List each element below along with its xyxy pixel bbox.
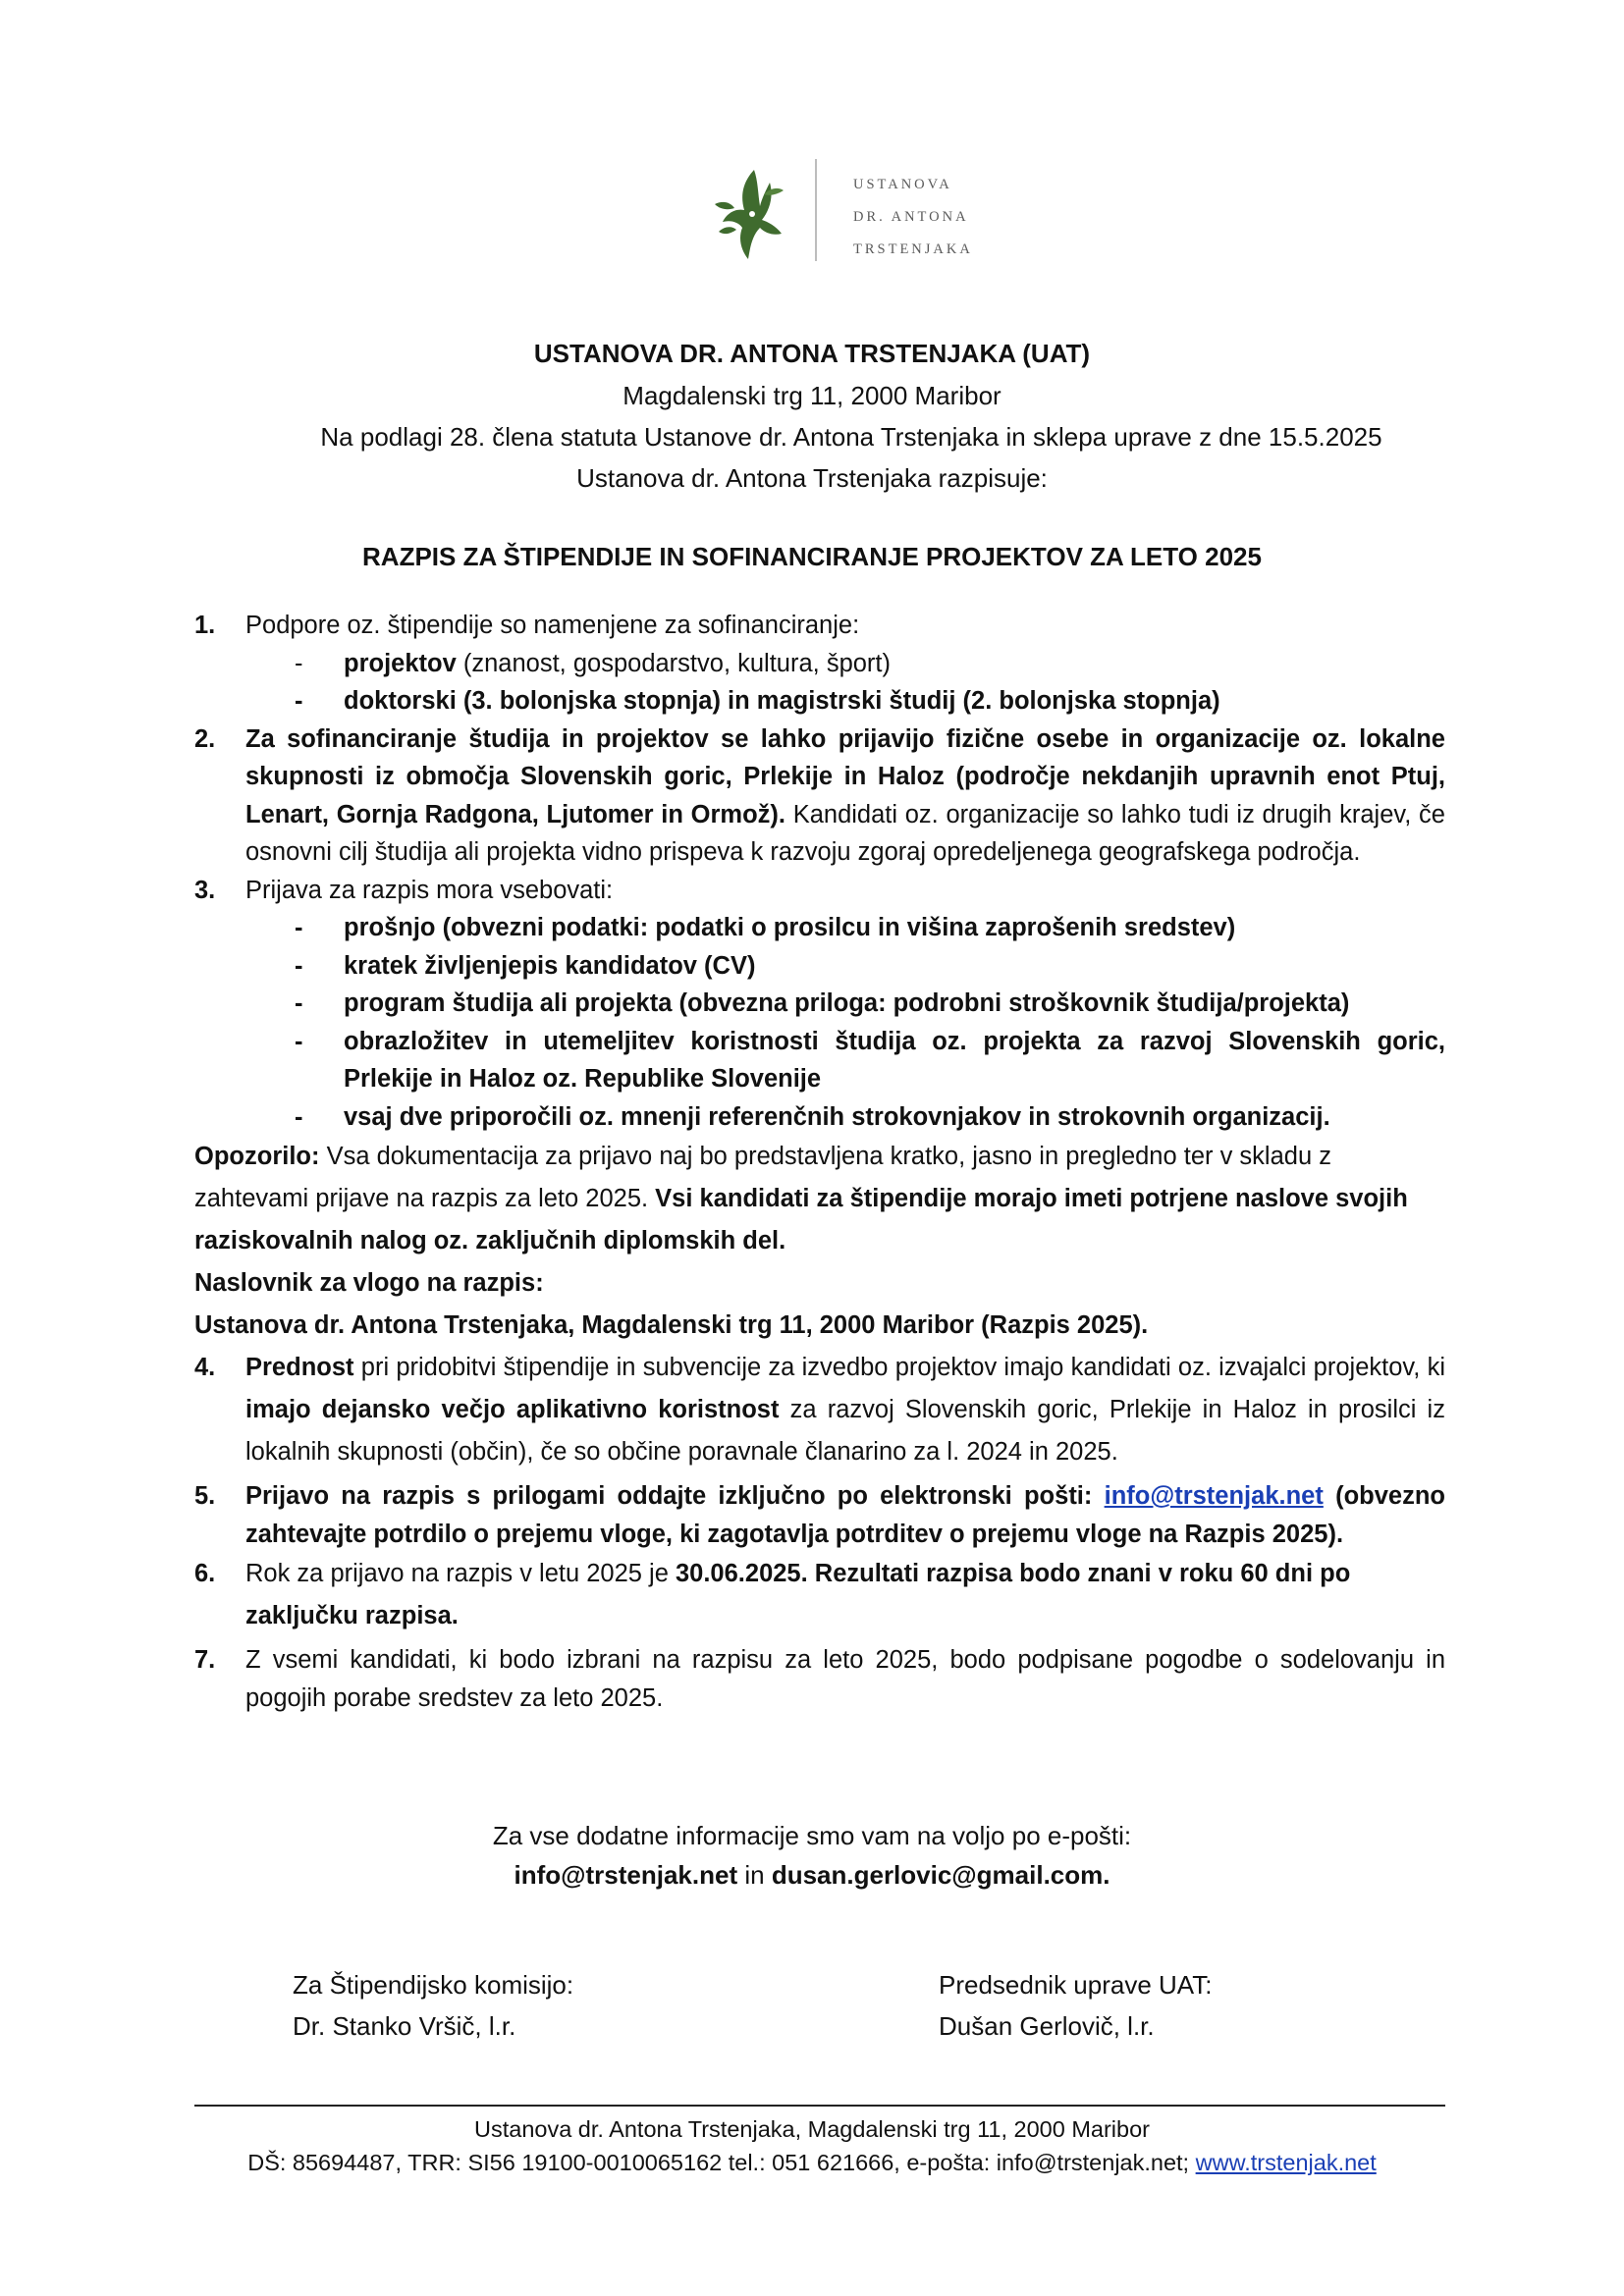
- logo-line-1: USTANOVA: [853, 177, 952, 192]
- footer-address: Ustanova dr. Antona Trstenjaka, Magdalenski trg 11, 2000 Maribor: [474, 2116, 1150, 2142]
- signature-left: [293, 1964, 573, 2047]
- signature-left-name: Dr. Stanko Vršič, l.r.: [293, 2011, 516, 2041]
- contact-email-1[interactable]: info@trstenjak.net: [514, 1860, 738, 1890]
- address-value: Ustanova dr. Antona Trstenjaka, Magdalenski trg 11, 2000 Maribor (Razpis 2025).: [194, 1311, 1149, 1339]
- warning-paragraph: Opozorilo: Vsa dokumentacija za prijavo naj bo predstavljena kratko, jasno in pregledno ter v skladu z zahtevami prijave na razpis za leto 2025. Vsi kandidati za štipendije morajo imeti potrjene naslove svojih raziskovalnih nalog oz. zaključnih diplomskih del.: [194, 1143, 1408, 1255]
- logo-wordmark: [853, 169, 973, 266]
- address-label: Naslovnik za vlogo na razpis:: [194, 1269, 544, 1297]
- sub-item: - kratek življenjepis kandidatov (CV): [295, 951, 756, 980]
- sub-item: - program študija ali projekta (obvezna priloga: podrobni stroškovnik študija/projekta): [295, 989, 1350, 1017]
- signature-right-role: Predsednik uprave UAT:: [939, 1970, 1213, 2000]
- contact-emails: info@trstenjak.net in dusan.gerlovic@gmail.com.: [514, 1860, 1110, 1890]
- contact-email-2[interactable]: dusan.gerlovic@gmail.com.: [771, 1860, 1110, 1890]
- sub-item: - projektov (znanost, gospodarstvo, kultura, šport): [295, 649, 891, 677]
- sub-item: - vsaj dve priporočili oz. mnenji referenčnih strokovnjakov in strokovnih organizacij.: [295, 1102, 1330, 1131]
- list-item-3: 3. Prijava za razpis mora vsebovati:: [194, 876, 614, 904]
- legal-basis: Na podlagi 28. člena statuta Ustanove dr. Antona Trstenjaka in sklepa uprave z dne 15.5.2025: [320, 422, 1382, 452]
- list-item-6: 6. Rok za prijavo na razpis v letu 2025 je 30.06.2025. Rezultati razpisa bodo znani v roku 60 dni po zaključku razpisa.: [194, 1560, 1351, 1629]
- signature-left-role: Za Štipendijsko komisijo:: [293, 1970, 574, 2000]
- sub-item: - doktorski (3. bolonjska stopnja) in magistrski študij (2. bolonjska stopnja): [295, 687, 1220, 715]
- logo: [705, 155, 973, 265]
- list-item-7: 7. Z vsemi kandidati, ki bodo izbrani na razpisu za leto 2025, bodo podpisane pogodbe o sodelovanju in pogojih porabe sredstev za leto 2025.: [194, 1646, 1445, 1712]
- org-address: Magdalenski trg 11, 2000 Maribor: [623, 381, 1001, 410]
- signature-right-name: Dušan Gerlovič, l.r.: [939, 2011, 1155, 2041]
- sub-item: - prošnjo (obvezni podatki: podatki o prosilcu in višina zaprošenih sredstev): [295, 914, 1236, 941]
- announces-line: Ustanova dr. Antona Trstenjaka razpisuje:: [576, 463, 1048, 493]
- org-name: USTANOVA DR. ANTONA TRSTENJAKA (UAT): [533, 339, 1091, 368]
- list-item-1: 1. Podpore oz. štipendije so namenjene za sofinanciranje:: [194, 612, 860, 639]
- logo-line-2: DR. ANTONA: [853, 209, 969, 225]
- document-body: [194, 607, 1445, 1717]
- leaf-face-logo-icon: [705, 165, 793, 263]
- website-link[interactable]: www.trstenjak.net: [1195, 2150, 1377, 2175]
- email-link[interactable]: info@trstenjak.net: [1104, 1482, 1324, 1510]
- footer-details: DŠ: 85694487, TRR: SI56 19100-0010065162 tel.: 051 621666, e-pošta: info@trstenjak.net; www.trstenjak.net: [247, 2150, 1377, 2175]
- logo-line-3: TRSTENJAKA: [853, 241, 973, 257]
- list-item-5: 5. Prijavo na razpis s prilogami oddajte izključno po elektronski pošti: info@trstenjak.net (obvezno zahtevajte potrdilo o prejemu vloge, ki zagotavlja potrditev o prejemu vloge na Razpis 2025).: [194, 1482, 1445, 1548]
- signature-right: [939, 1964, 1212, 2047]
- list-item-2: 2. Za sofinanciranje študija in projektov se lahko prijavijo fizične osebe in organizacije oz. lokalne skupnosti iz območja Slovenskih goric, Prlekije in Haloz (področje nekdanjih upravnih enot Ptuj, Lenart, Gornja Radgona, Ljutomer in Ormož). Kandidati oz. organizacije so lahko tudi iz drugih krajev, če osnovni cilj študija ali projekta vidno prispeva k razvoju zgoraj opredeljenega geografskega področja.: [194, 724, 1445, 866]
- list-item-4: 4. Prednost pri pridobitvi štipendije in subvencije za izvedbo projektov imajo kandidati oz. izvajalci projektov, ki imajo dejansko večjo aplikativno koristnost za razvoj Slovenskih goric, Prlekije in Haloz in prosilci iz lokalnih skupnosti (občin), če so občine poravnale članarino za l. 2024 in 2025.: [194, 1354, 1445, 1466]
- footer-divider: [194, 2105, 1445, 2107]
- contact-line: Za vse dodatne informacije smo vam na voljo po e-pošti:: [492, 1821, 1132, 1850]
- document-title: RAZPIS ZA ŠTIPENDIJE IN SOFINANCIRANJE PROJEKTOV ZA LETO 2025: [362, 542, 1262, 571]
- sub-item: - obrazložitev in utemeljitev koristnosti študija oz. projekta za razvoj Slovenskih goric, Prlekije in Haloz oz. Republike Slovenije: [295, 1027, 1445, 1093]
- logo-divider: [815, 159, 817, 261]
